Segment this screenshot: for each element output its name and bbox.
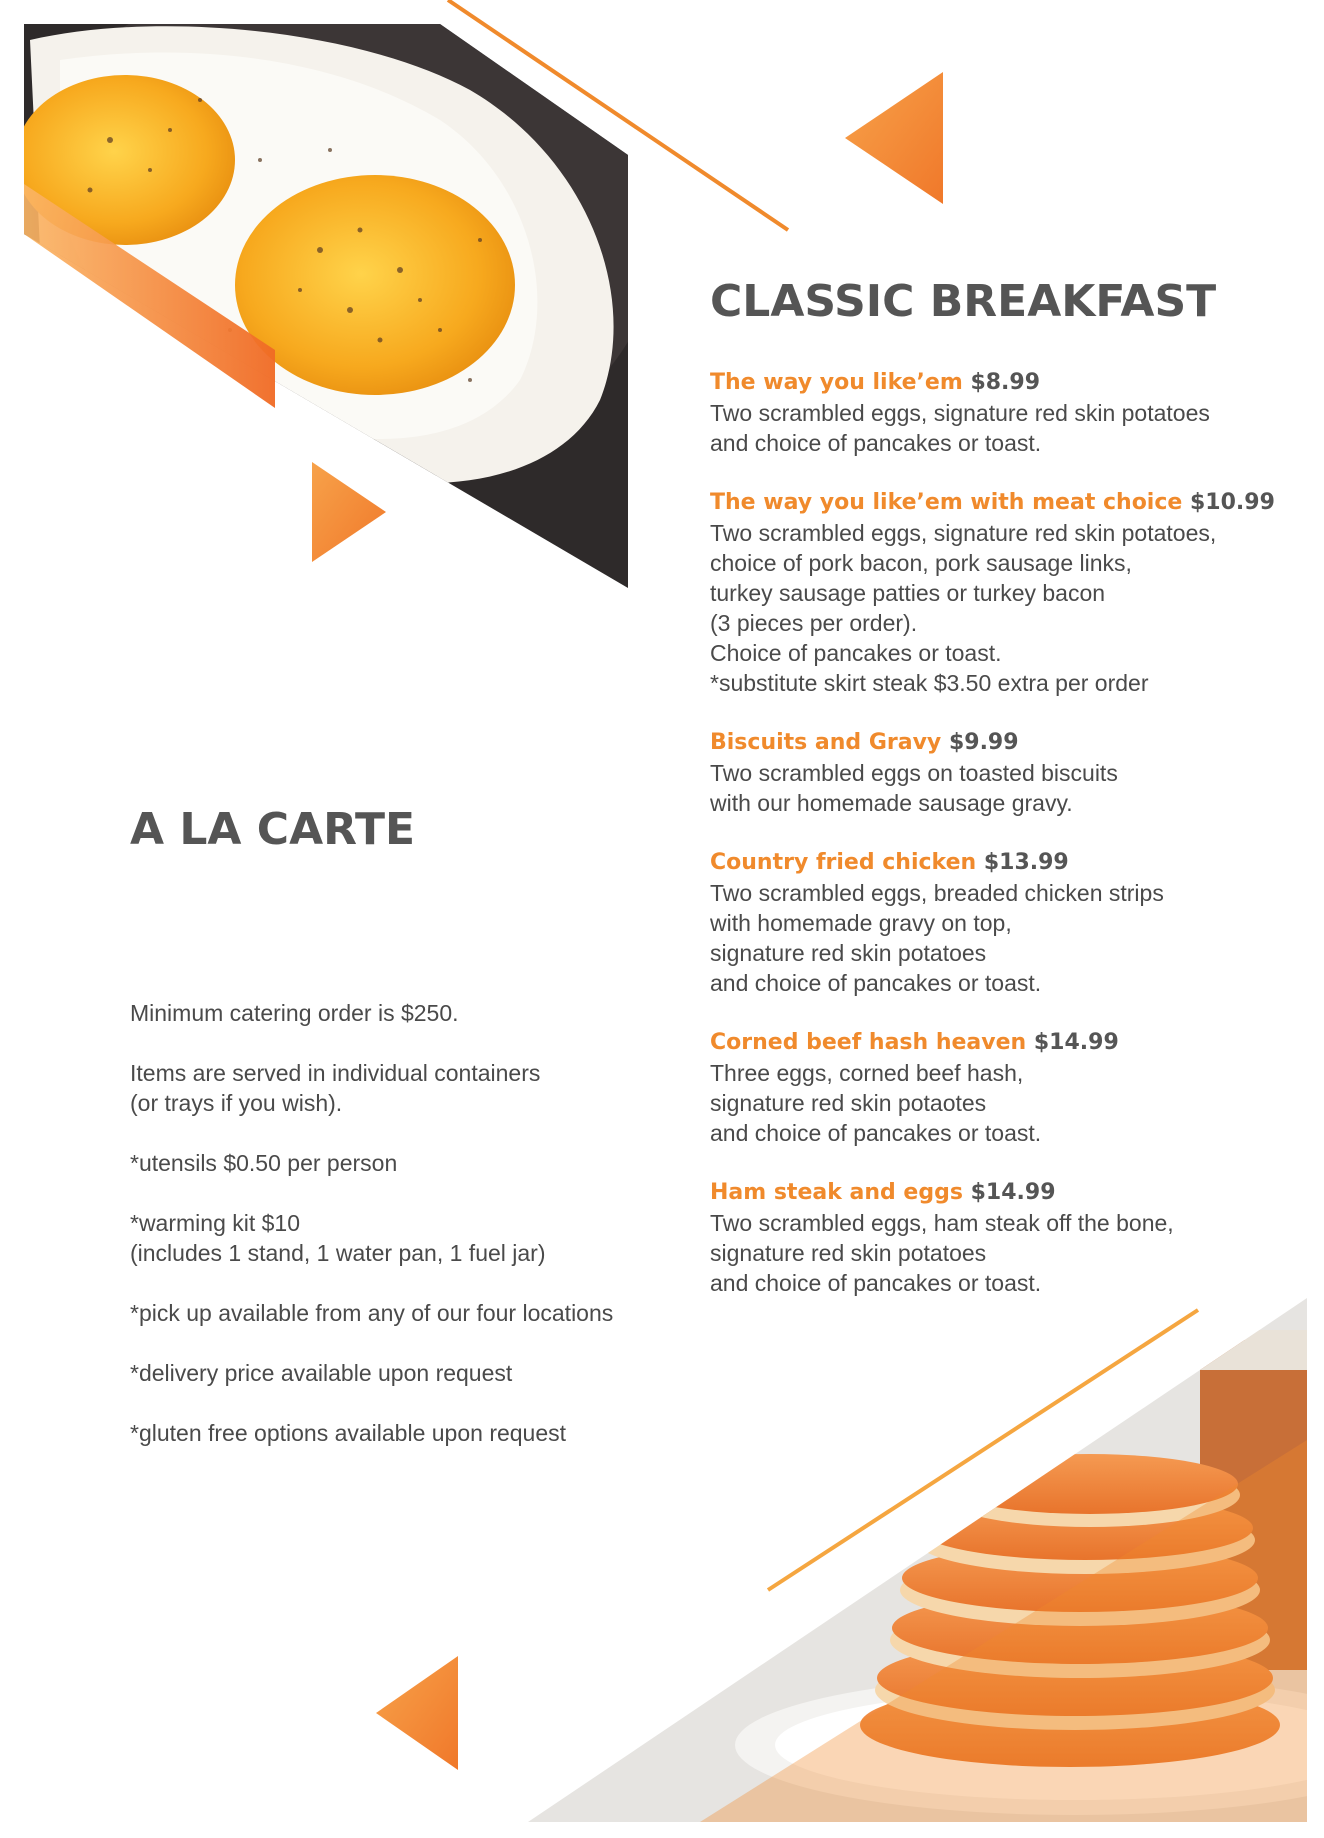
triangle-top-right: [845, 72, 943, 204]
catering-note: [130, 1358, 690, 1388]
description-line: Two scrambled eggs, ham steak off the bone,: [710, 1210, 1174, 1236]
menu-item-price: $14.99: [1033, 1030, 1119, 1055]
description-line: Three eggs, corned beef hash,: [710, 1060, 1024, 1086]
menu-item-name: The way you like’em: [710, 370, 963, 395]
menu-item-description: [710, 1208, 1300, 1298]
description-line: *substitute skirt steak $3.50 extra per order: [710, 670, 1149, 696]
catering-note-line: *delivery price available upon request: [130, 1360, 513, 1386]
menu-item-description: [710, 518, 1300, 698]
description-line: and choice of pancakes or toast.: [710, 1120, 1042, 1146]
description-line: Two scrambled eggs on toasted biscuits: [710, 760, 1118, 786]
description-line: and choice of pancakes or toast.: [710, 970, 1042, 996]
catering-info: [130, 998, 690, 1478]
breakfast-menu: [710, 368, 1300, 1328]
description-line: signature red skin potatoes: [710, 1240, 987, 1266]
description-line: Two scrambled eggs, breaded chicken strips: [710, 880, 1164, 906]
menu-item-price: $10.99: [1189, 490, 1275, 515]
catering-note-line: Minimum catering order is $250.: [130, 1000, 459, 1026]
menu-item: [710, 1178, 1300, 1298]
menu-item-price: $14.99: [970, 1180, 1056, 1205]
menu-item-description: [710, 1058, 1300, 1148]
catering-note-line: *utensils $0.50 per person: [130, 1150, 398, 1176]
triangle-eggs: [312, 462, 386, 562]
description-line: and choice of pancakes or toast.: [710, 430, 1042, 456]
description-line: with homemade gravy on top,: [710, 910, 1012, 936]
menu-item-title: [710, 728, 1300, 758]
menu-item: [710, 728, 1300, 818]
description-line: Two scrambled eggs, signature red skin potatoes: [710, 400, 1210, 426]
menu-item-price: $8.99: [970, 370, 1041, 395]
menu-item: [710, 368, 1300, 458]
catering-note-line: *warming kit $10: [130, 1210, 301, 1236]
menu-item-title: [710, 1028, 1300, 1058]
catering-note: [130, 1418, 690, 1448]
menu-item-name: Corned beef hash heaven: [710, 1030, 1027, 1055]
description-line: Choice of pancakes or toast.: [710, 640, 1002, 666]
classic-breakfast-heading: CLASSIC BREAKFAST: [710, 276, 1217, 327]
menu-item-price: $9.99: [948, 730, 1019, 755]
menu-item-name: Ham steak and eggs: [710, 1180, 963, 1205]
description-line: (3 pieces per order).: [710, 610, 918, 636]
catering-note: [130, 1058, 690, 1118]
a-la-carte-heading: A LA CARTE: [130, 804, 416, 855]
menu-item-description: [710, 398, 1300, 458]
menu-item-description: [710, 758, 1300, 818]
description-line: signature red skin potatoes: [710, 940, 987, 966]
menu-item-name: The way you like’em with meat choice: [710, 490, 1183, 515]
catering-note: [130, 998, 690, 1028]
catering-note-line: *pick up available from any of our four locations: [130, 1300, 614, 1326]
menu-item-name: Biscuits and Gravy: [710, 730, 942, 755]
description-line: Two scrambled eggs, signature red skin potatoes,: [710, 520, 1217, 546]
menu-item: [710, 848, 1300, 998]
menu-item-title: [710, 848, 1300, 878]
catering-note-line: Items are served in individual containers: [130, 1060, 541, 1086]
description-line: with our homemade sausage gravy.: [710, 790, 1073, 816]
catering-note-line: (includes 1 stand, 1 water pan, 1 fuel jar): [130, 1240, 546, 1266]
triangle-bottom-left: [376, 1656, 458, 1770]
menu-item-title: [710, 368, 1300, 398]
menu-item: [710, 1028, 1300, 1148]
catering-note-line: *gluten free options available upon request: [130, 1420, 567, 1446]
menu-item-price: $13.99: [983, 850, 1069, 875]
menu-item-description: [710, 878, 1300, 998]
menu-item-title: [710, 1178, 1300, 1208]
description-line: choice of pork bacon, pork sausage links,: [710, 550, 1132, 576]
description-line: signature red skin potaotes: [710, 1090, 987, 1116]
catering-note: [130, 1148, 690, 1178]
menu-item-name: Country fried chicken: [710, 850, 977, 875]
description-line: and choice of pancakes or toast.: [710, 1270, 1042, 1296]
menu-item-title: [710, 488, 1300, 518]
catering-note-line: (or trays if you wish).: [130, 1090, 343, 1116]
catering-note: [130, 1298, 690, 1328]
catering-note: [130, 1208, 690, 1268]
description-line: turkey sausage patties or turkey bacon: [710, 580, 1106, 606]
menu-item: [710, 488, 1300, 698]
